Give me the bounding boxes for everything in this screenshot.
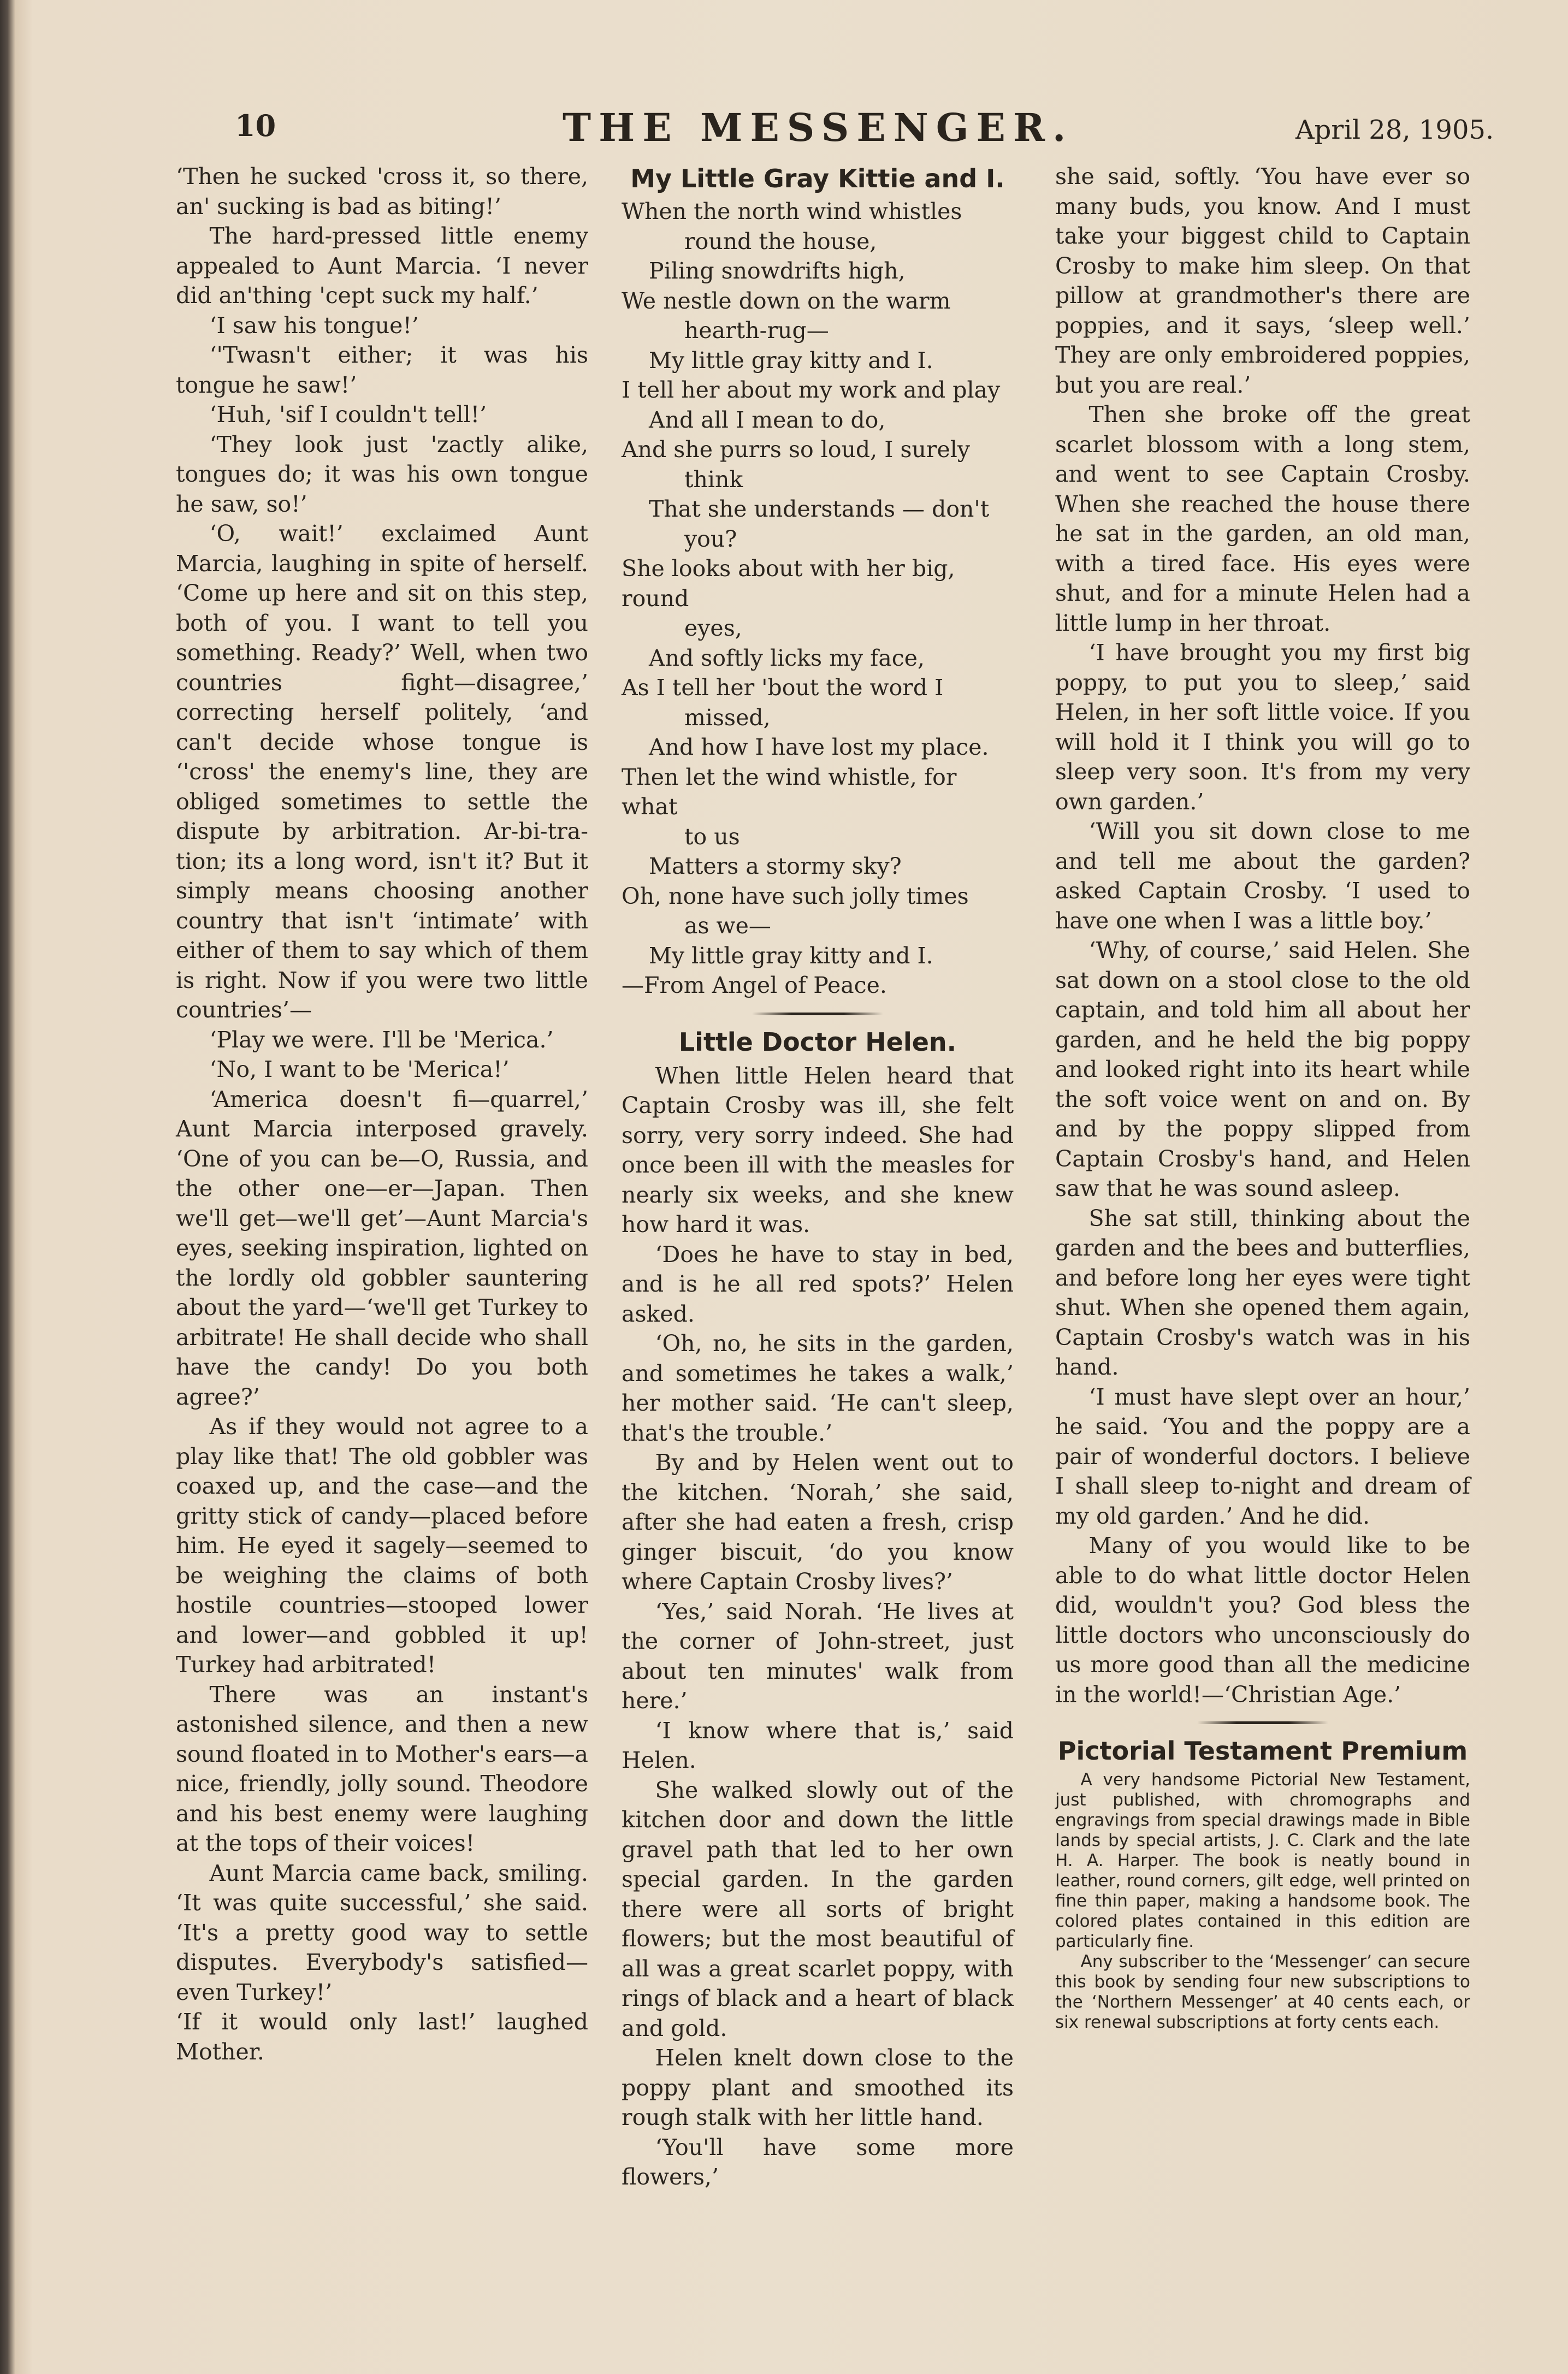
- poem-line: And softly licks my face,: [649, 644, 925, 671]
- paragraph: When little Helen heard that Captain Crosby was ill, she felt sorry, very sorry indeed. She had once been ill with the measles for nearly six weeks, and she knew how hard it was.: [622, 1062, 1014, 1238]
- paragraph: By and by Helen went out to the kitchen. ‘Norah,’ she said, after she had eaten a fresh, crisp ginger biscuit, ‘do you know where Captain Crosby lives?’: [622, 1449, 1014, 1595]
- paragraph: ‘Play we were. I'll be 'Merica.’: [209, 1026, 554, 1053]
- page-header: [0, 105, 1568, 157]
- poem-attribution: —From Angel of Peace.: [622, 972, 887, 998]
- paragraph: Many of you would like to be able to do what little doctor Helen did, wouldn't you? God bless the little doctors who unconsciously do us more good than all the medicine in the world!—‘Christian Age.’: [1055, 1532, 1470, 1708]
- paragraph: Then she broke off the great scarlet blossom with a long stem, and went to see Captain Crosby. When she reached the house there he sat in the garden, an old man, with a tired face. His eyes were shut, and for a minute Helen had a little lump in her throat.: [1055, 401, 1470, 636]
- paragraph: ‘You'll have some more flowers,’: [622, 2134, 1014, 2190]
- poem-line: round the house,: [684, 228, 877, 254]
- paragraph: she said, softly. ‘You have ever so many buds, you know. And I must take your biggest child to Captain Crosby to make him sleep. On that pillow at grandmother's there are poppies, and it says, ‘sleep well.’ They are only embroidered poppies, but you are real.’: [1055, 163, 1470, 398]
- poem-line: to us: [684, 823, 740, 850]
- paragraph: ‘I know where that is,’ said Helen.: [622, 1717, 1014, 1773]
- poem-line: And all I mean to do,: [649, 406, 886, 433]
- paragraph: ‘'Twasn't either; it was his tongue he saw!’: [176, 342, 588, 398]
- poem-line: eyes,: [684, 615, 742, 641]
- story-title: Little Doctor Helen.: [678, 1027, 957, 1057]
- paragraph: There was an instant's astonished silence, and then a new sound floated in to Mother's ears—a nice, friendly, jolly sound. Theodore and his best enemy were laughing at the tops of their voices!: [176, 1681, 588, 1856]
- poem-line: My little gray kitty and I.: [649, 942, 933, 969]
- paragraph: ‘America doesn't fi—quarrel,’ Aunt Marcia interposed gravely. ‘One of you can be—O, Russia, and the other one—er—Japan. Then we'll get—we'll get’—Aunt Marcia's eyes, seeking inspiration, lighted on the lordly old gobbler sauntering about the yard—‘we'll get Turkey to arbitrate! He shall decide who shall have the candy! Do you both agree?’: [176, 1086, 588, 1410]
- paragraph: ‘Why, of course,’ said Helen. She sat down on a stool close to the old captain, and told him all about her garden, and he held the big poppy and looked right into its heart while the soft voice went on and on. By and by the poppy slipped from Captain Crosby's hand, and Helen saw that he was sound asleep.: [1055, 937, 1470, 1201]
- paragraph: ‘Then he sucked 'cross it, so there, an' sucking is bad as biting!’: [176, 163, 588, 220]
- paragraph: Aunt Marcia came back, smiling. ‘It was quite successful,’ she said. ‘It's a pretty good way to settle disputes. Everybody's satisfied—even Turkey!’: [176, 1860, 588, 2005]
- paragraph: ‘Does he have to stay in bed, and is he all red spots?’ Helen asked.: [622, 1241, 1014, 1327]
- premium-title: Pictorial Testament Premium: [1057, 1736, 1468, 1766]
- paragraph: She walked slowly out of the kitchen door and down the little gravel path that led to her own special garden. In the garden there were all sorts of bright flowers; but the most beautiful of all was a great scarlet poppy, with rings of black and a heart of black and gold.: [622, 1777, 1014, 2041]
- poem-line: My little gray kitty and I.: [649, 347, 933, 374]
- poem-line: you?: [684, 525, 737, 552]
- premium-paragraph: Any subscriber to the ‘Messenger’ can secure this book by sending four new subscriptions to the ‘Northern Messenger’ at 40 cents each, or six renewal subscriptions at forty cents each.: [1055, 1952, 1470, 2032]
- paragraph: As if they would not agree to a play like that! The old gobbler was coaxed up, and the case—and the gritty stick of candy—placed before him. He eyed it sagely—seemed to be weighing the claims of both hostile countries—stooped lower and lower—and gobbled it up! Turkey had arbitrated!: [176, 1413, 588, 1678]
- paragraph: ‘Yes,’ said Norah. ‘He lives at the corner of John-street, just about ten minutes' walk from here.’: [622, 1598, 1014, 1714]
- paragraph: ‘Huh, 'sif I couldn't tell!’: [209, 401, 487, 428]
- poem-line: Matters a stormy sky?: [649, 853, 902, 879]
- poem-line: missed,: [684, 704, 771, 731]
- poem-line: think: [684, 466, 743, 493]
- paragraph: Helen knelt down close to the poppy plant and smoothed its rough stalk with her little hand.: [622, 2045, 1014, 2130]
- paragraph: ‘I must have slept over an hour,’ he said. ‘You and the poppy are a pair of wonderful doctors. I believe I shall sleep to-night and dream of my old garden.’ And he did.: [1055, 1383, 1470, 1529]
- paragraph: ‘I saw his tongue!’: [209, 312, 419, 339]
- section-divider: [1197, 1721, 1328, 1724]
- issue-date: April 28, 1905.: [1295, 115, 1494, 145]
- paragraph: ‘I have brought you my first big poppy, to put you to sleep,’ said Helen, in her soft little voice. If you will hold it I think you will go to sleep very soon. It's from my very own garden.’: [1055, 640, 1470, 815]
- poem-line: That she understands — don't: [649, 496, 990, 522]
- poem-line: Piling snowdrifts high,: [649, 258, 906, 284]
- paragraph: ‘If it would only last!’ laughed Mother.: [176, 2009, 588, 2065]
- paragraph: ‘Oh, no, he sits in the garden, and sometimes he takes a walk,’ her mother said. ‘He can't sleep, that's the trouble.’: [622, 1330, 1014, 1446]
- poem-line: And she purrs so loud, I surely: [622, 436, 971, 463]
- poem-line: hearth-rug—: [684, 317, 829, 344]
- paragraph: She sat still, thinking about the garden and the bees and butterflies, and before long her eyes were tight shut. When she opened them again, Captain Crosby's watch was in his hand.: [1055, 1205, 1470, 1380]
- column-3: [1055, 162, 1470, 2033]
- paragraph: ‘No, I want to be 'Merica!’: [209, 1056, 510, 1082]
- poem-line: When the north wind whistles: [622, 198, 962, 224]
- masthead: THE MESSENGER.: [563, 105, 1074, 150]
- column-1: [176, 162, 588, 2067]
- paragraph: The hard-pressed little enemy appealed to Aunt Marcia. ‘I never did an'thing 'cept suck my half.’: [176, 223, 588, 309]
- column-2: [622, 162, 1014, 2192]
- poem-line: As I tell her 'bout the word I: [622, 674, 944, 701]
- poem-line: And how I have lost my place.: [649, 734, 989, 760]
- poem: [622, 197, 1014, 1000]
- poem-line: Oh, none have such jolly times: [622, 883, 969, 909]
- poem-line: We nestle down on the warm: [622, 287, 951, 314]
- paragraph: ‘Will you sit down close to me and tell me about the garden? asked Captain Crosby. ‘I used to have one when I was a little boy.’: [1055, 818, 1470, 934]
- paragraph: ‘O, wait!’ exclaimed Aunt Marcia, laughing in spite of herself. ‘Come up here and sit on this step, both of you. I want to tell you something. Ready?’ Well, when two countries fight—disagree,’ correcting herself politely, ‘and can't decide whose tongue is ‘'cross' the enemy's line, they are obliged sometimes to settle the dispute by arbitration. Ar-bi-tra-tion; its a long word, isn't it? But it simply means choosing another country that isn't ‘intimate’ with either of them to say which of them is right. Now if you were two little countries’—: [176, 520, 588, 1023]
- section-divider: [752, 1013, 883, 1015]
- poem-line: as we—: [684, 913, 771, 939]
- page-number: 10: [235, 108, 276, 143]
- premium-paragraph: A very handsome Pictorial New Testament, just published, with chromographs and engravings from special drawings made in Bible lands by special artists, J. C. Clark and the late H. A. Harper. The book is neatly bound in leather, round corners, gilt edge, well printed on fine thin paper, making a handsome book. The colored plates contained in this edition are particularly fine.: [1055, 1770, 1470, 1951]
- poem-line: She looks about with her big, round: [622, 555, 955, 612]
- poem-line: I tell her about my work and play: [622, 377, 1001, 403]
- paragraph: ‘They look just 'zactly alike, tongues do; it was his own tongue he saw, so!’: [176, 431, 588, 517]
- poem-title: My Little Gray Kittie and I.: [630, 164, 1005, 193]
- poem-line: Then let the wind whistle, for what: [622, 763, 957, 820]
